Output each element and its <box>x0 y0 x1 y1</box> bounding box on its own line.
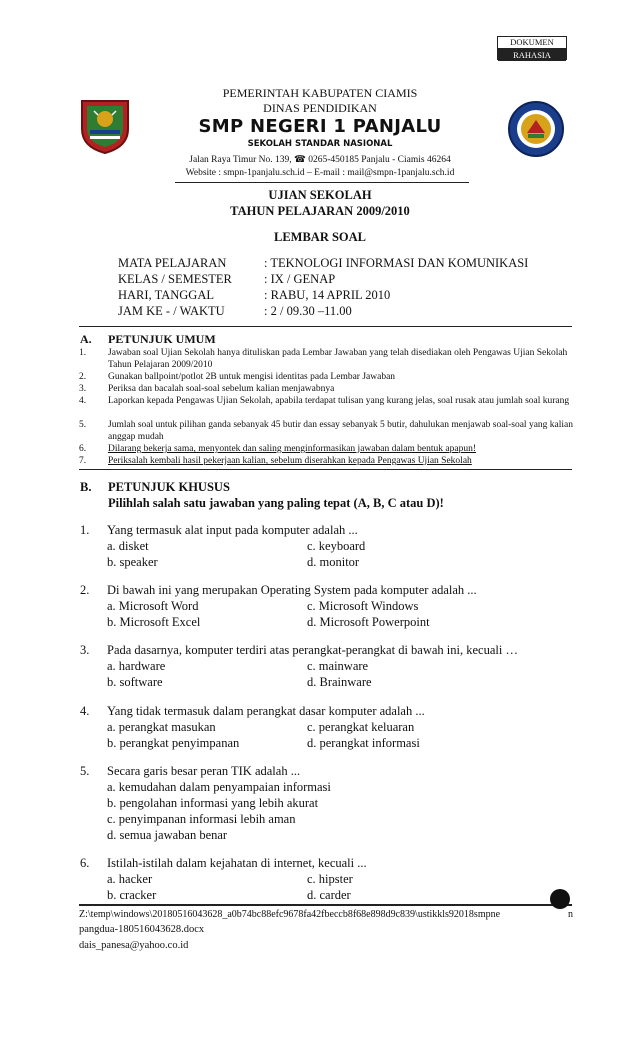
info-value: : RABU, 14 APRIL 2010 <box>264 288 391 302</box>
option-b: b. cracker <box>107 888 157 902</box>
section-b-instruction: Pilihlah salah satu jawaban yang paling tepat (A, B, C atau D)! <box>108 496 444 510</box>
option-c: c. hipster <box>307 872 353 886</box>
option-a: a. Microsoft Word <box>107 599 199 613</box>
item-text: Jawaban soal Ujian Sekolah hanya dituliskan pada Lembar Jawaban yang telah disediakan oleh Pengawas Ujian Sekolah Tahun Pelajaran 2009/2010 <box>108 348 568 370</box>
footer-path: Z:\temp\windows\20180516043628_a0b74bc88efc9678fa42fbeccb8f68e898d9c839\ustikkls92018smpne <box>79 909 501 920</box>
item-text: Gunakan ballpoint/potlot 2B untuk mengisi identitas pada Lembar Jawaban <box>108 372 396 382</box>
department-line: DINAS PENDIDIKAN <box>263 101 377 115</box>
page-number-marker <box>550 889 570 909</box>
info-key: KELAS / SEMESTER <box>118 272 232 286</box>
option-c: c. penyimpanan informasi lebih aman <box>107 812 296 826</box>
option-a: a. disket <box>107 539 149 553</box>
question-text: Pada dasarnya, komputer terdiri atas perangkat-perangkat di bawah ini, kecuali … <box>107 643 518 657</box>
option-b: b. software <box>107 675 163 689</box>
option-c: c. Microsoft Windows <box>307 599 419 613</box>
exam-year: TAHUN PELAJARAN 2009/2010 <box>230 204 410 218</box>
info-key: JAM KE - / WAKTU <box>118 304 225 318</box>
section-divider <box>79 326 572 327</box>
option-a: a. perangkat masukan <box>107 720 216 734</box>
question-text: Secara garis besar peran TIK adalah ... <box>107 764 301 778</box>
school-name: SMP NEGERI 1 PANJALU <box>198 116 442 137</box>
option-c: c. mainware <box>307 659 369 673</box>
option-a: a. hardware <box>107 659 166 673</box>
school-emblem-icon <box>507 100 565 158</box>
school-address: Jalan Raya Timur No. 139, ☎ 0265-450185 Panjalu - Ciamis 46264 <box>189 155 451 165</box>
item-text: Jumlah soal untuk pilihan ganda sebanyak 45 butir dan essay sebanyak 5 butir, dahulukan menjawab soal-soal yang kalian anggap mudah <box>108 420 574 442</box>
option-b: b. pengolahan informasi yang lebih akurat <box>107 796 319 810</box>
school-website: Website : smpn-1panjalu.sch.id – E-mail : mail@smpn-1panjalu.sch.id <box>185 168 455 178</box>
question-text: Yang tidak termasuk dalam perangkat dasar komputer adalah ... <box>107 704 425 718</box>
sheet-title: LEMBAR SOAL <box>273 230 367 244</box>
option-b: b. speaker <box>107 555 158 569</box>
section-a-title: PETUNJUK UMUM <box>108 332 216 346</box>
section-a-letter: A. <box>80 332 92 346</box>
item-number: 4. <box>79 396 87 406</box>
question-number: 4. <box>80 704 90 718</box>
question-number: 3. <box>80 643 90 657</box>
item-number: 5. <box>79 420 87 430</box>
school-subtitle: SEKOLAH STANDAR NASIONAL <box>247 139 393 149</box>
regency-crest-icon <box>76 97 134 155</box>
badge-top-label: DOKUMEN <box>498 37 566 49</box>
section-b-title: PETUNJUK KHUSUS <box>108 480 230 494</box>
option-d: d. semua jawaban benar <box>107 828 228 842</box>
info-key: HARI, TANGGAL <box>118 288 214 302</box>
footer-path-tail: n <box>568 909 573 920</box>
item-text: Periksa dan bacalah soal-soal sebelum kalian menjawabnya <box>108 384 335 394</box>
badge-bottom-label: RAHASIA <box>498 49 566 61</box>
footer-filename: pangdua-180516043628.docx <box>79 924 205 935</box>
item-text: Periksalah kembali hasil pekerjaan kalian, sebelum diserahkan kepada Pengawas Ujian Sekolah <box>108 456 472 466</box>
question-text: Di bawah ini yang merupakan Operating System pada komputer adalah ... <box>107 583 477 597</box>
option-b: b. Microsoft Excel <box>107 615 201 629</box>
item-number: 7. <box>79 456 87 466</box>
question-number: 5. <box>80 764 90 778</box>
info-value: : IX / GENAP <box>264 272 336 286</box>
item-number: 3. <box>79 384 87 394</box>
question-number: 2. <box>80 583 90 597</box>
section-divider <box>79 469 572 470</box>
info-value: : 2 / 09.30 –11.00 <box>264 304 352 318</box>
option-c: c. keyboard <box>307 539 366 553</box>
question-number: 1. <box>80 523 90 537</box>
option-c: c. perangkat keluaran <box>307 720 415 734</box>
item-number: 2. <box>79 372 87 382</box>
item-text: Dilarang bekerja sama, menyontek dan saling menginformasikan jawaban dalam bentuk apapun! <box>108 444 476 454</box>
option-b: b. perangkat penyimpanan <box>107 736 240 750</box>
option-d: d. carder <box>307 888 351 902</box>
exam-title: UJIAN SEKOLAH <box>268 188 372 202</box>
confidential-badge <box>497 36 567 60</box>
question-text: Yang termasuk alat input pada komputer adalah ... <box>107 523 358 537</box>
item-number: 6. <box>79 444 87 454</box>
item-number: 1. <box>79 348 87 358</box>
section-b-letter: B. <box>80 480 92 494</box>
government-line: PEMERINTAH KABUPATEN CIAMIS <box>222 86 418 100</box>
header-rule <box>175 182 469 183</box>
footer-divider <box>79 904 572 906</box>
info-key: MATA PELAJARAN <box>118 256 227 270</box>
info-value: : TEKNOLOGI INFORMASI DAN KOMUNIKASI <box>264 256 529 270</box>
option-d: d. Brainware <box>307 675 372 689</box>
option-d: d. Microsoft Powerpoint <box>307 615 430 629</box>
footer-email: dais_panesa@yahoo.co.id <box>79 940 189 951</box>
question-number: 6. <box>80 856 90 870</box>
option-a: a. hacker <box>107 872 153 886</box>
option-d: d. monitor <box>307 555 360 569</box>
item-text: Laporkan kepada Pengawas Ujian Sekolah, apabila terdapat tulisan yang kurang jelas, soal rusak atau jumlah soal kurang <box>108 396 570 406</box>
option-a: a. kemudahan dalam penyampaian informasi <box>107 780 331 794</box>
question-text: Istilah-istilah dalam kejahatan di internet, kecuali ... <box>107 856 367 870</box>
option-d: d. perangkat informasi <box>307 736 420 750</box>
